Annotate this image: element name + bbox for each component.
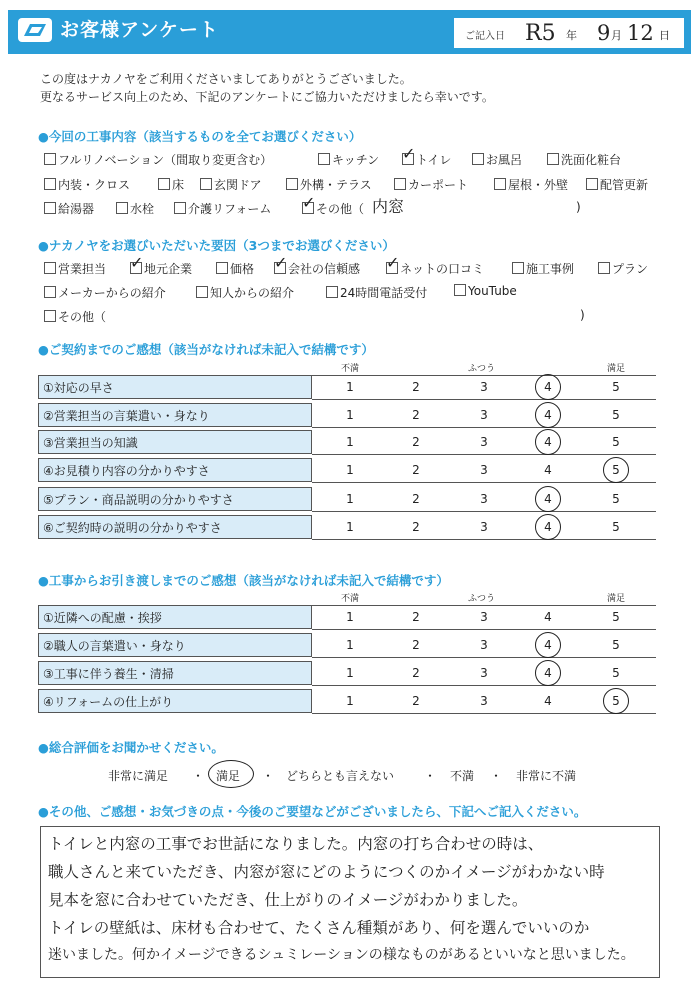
checkbox[interactable] bbox=[44, 202, 56, 214]
row-divider bbox=[312, 657, 656, 658]
q1-option[interactable]: 外構・テラス bbox=[286, 176, 372, 193]
overall-option[interactable]: どちらとも言えない bbox=[286, 769, 395, 783]
rating-option[interactable]: 1 bbox=[346, 520, 354, 534]
row-divider bbox=[312, 605, 656, 606]
rating-option[interactable]: 1 bbox=[346, 492, 354, 506]
rating-item-label: ⑤プラン・商品説明の分かりやすさ bbox=[38, 487, 312, 511]
rating-option[interactable]: 4 bbox=[544, 694, 552, 708]
checkbox[interactable] bbox=[174, 202, 186, 214]
rating-item-label: ⑥ご契約時の説明の分かりやすさ bbox=[38, 515, 312, 539]
q1-option[interactable]: 配管更新 bbox=[586, 176, 648, 193]
checkbox[interactable] bbox=[44, 262, 56, 274]
row-divider bbox=[312, 427, 656, 428]
selection-circle bbox=[535, 514, 561, 540]
rating-option[interactable]: 4 bbox=[544, 408, 552, 422]
rating-option[interactable]: 4 bbox=[544, 638, 552, 652]
rating-option[interactable]: 2 bbox=[412, 610, 420, 624]
q2-option[interactable]: 施工事例 bbox=[512, 260, 574, 277]
rating-option[interactable]: 1 bbox=[346, 380, 354, 394]
rating-option[interactable]: 3 bbox=[480, 610, 488, 624]
rating-option[interactable]: 4 bbox=[544, 463, 552, 477]
checkbox[interactable] bbox=[512, 262, 524, 274]
q2-option[interactable]: 価格 bbox=[216, 260, 254, 277]
checkbox[interactable] bbox=[158, 178, 170, 190]
q1-title: ●今回の工事内容（該当するものを全てお選びください） bbox=[38, 129, 362, 144]
q2-option[interactable]: その他（ bbox=[44, 308, 106, 325]
rating-item-label: ③営業担当の知識 bbox=[38, 430, 312, 454]
check-mark-icon: ✓ bbox=[274, 253, 288, 272]
rating-option[interactable]: 2 bbox=[412, 435, 420, 449]
q1-option[interactable]: 水栓 bbox=[116, 200, 154, 217]
q1-option[interactable]: 屋根・外壁 bbox=[494, 176, 568, 193]
overall-option[interactable]: 非常に不満 bbox=[516, 769, 577, 783]
comment-line: 迷いました。何かイメージできるシュミレーションの様なものがあるといいなと思いました。 bbox=[48, 947, 635, 963]
date-label: ご記入日 bbox=[465, 31, 505, 42]
date-era: R5 bbox=[525, 21, 556, 46]
checkbox[interactable] bbox=[454, 284, 466, 296]
scale-high: 満足 bbox=[607, 364, 626, 374]
row-divider bbox=[312, 539, 656, 540]
q1-other-text: 内窓 bbox=[372, 197, 405, 216]
rating-option[interactable]: 3 bbox=[480, 408, 488, 422]
rating-option[interactable]: 2 bbox=[412, 463, 420, 477]
q1-option[interactable]: お風呂 bbox=[472, 151, 522, 168]
close-paren: ) bbox=[576, 200, 581, 214]
q2-title: ●ナカノヤをお選びいただいた要因（3つまでお選びください） bbox=[38, 238, 395, 253]
rating-option[interactable]: 1 bbox=[346, 610, 354, 624]
rating-option[interactable]: 1 bbox=[346, 694, 354, 708]
rating-item-label: ④お見積り内容の分かりやすさ bbox=[38, 458, 312, 482]
selection-circle bbox=[535, 486, 561, 512]
rating-option[interactable]: 3 bbox=[480, 666, 488, 680]
rating-option[interactable]: 4 bbox=[544, 492, 552, 506]
date-day-unit: 日 bbox=[659, 29, 670, 42]
rating-option[interactable]: 2 bbox=[412, 666, 420, 680]
intro-line: 更なるサービス向上のため、下記のアンケートにご協力いただけましたら幸いです。 bbox=[40, 90, 494, 104]
rating-option[interactable]: 1 bbox=[346, 638, 354, 652]
check-mark-icon: ✓ bbox=[402, 144, 416, 163]
q2-option[interactable]: 営業担当 bbox=[44, 260, 106, 277]
selection-circle bbox=[535, 429, 561, 455]
rating-option[interactable]: 1 bbox=[346, 666, 354, 680]
q5-title: ●総合評価をお聞かせください。 bbox=[38, 740, 224, 755]
separator: ・ bbox=[490, 769, 503, 783]
scale-high: 満足 bbox=[607, 594, 626, 604]
checkbox[interactable] bbox=[598, 262, 610, 274]
q6-title: ●その他、ご感想・お気づきの点・今後のご要望などがございましたら、下記へご記入ください。 bbox=[38, 804, 587, 819]
rating-option[interactable]: 5 bbox=[612, 610, 620, 624]
rating-option[interactable]: 3 bbox=[480, 694, 488, 708]
q2-option[interactable]: 地元企業 bbox=[130, 260, 192, 277]
comment-line: 見本を窓に合わせていただき、仕上がりのイメージがわかりました。 bbox=[48, 891, 528, 909]
date-day: 12 bbox=[627, 21, 654, 45]
checkbox[interactable] bbox=[200, 178, 212, 190]
q1-option[interactable]: 玄関ドア bbox=[200, 176, 262, 193]
q1-option[interactable]: トイレ bbox=[402, 151, 451, 168]
rating-option[interactable]: 2 bbox=[412, 408, 420, 422]
row-divider bbox=[312, 482, 656, 483]
rating-item-label: ④リフォームの仕上がり bbox=[38, 689, 312, 713]
scale-mid: ふつう bbox=[468, 594, 496, 604]
rating-item-label: ③工事に伴う養生・清掃 bbox=[38, 661, 312, 685]
rating-option[interactable]: 3 bbox=[480, 638, 488, 652]
q1-option[interactable]: 床 bbox=[158, 176, 184, 193]
overall-option[interactable]: 満足 bbox=[216, 769, 241, 783]
overall-option[interactable]: 非常に満足 bbox=[108, 769, 169, 783]
rating-option[interactable]: 4 bbox=[544, 435, 552, 449]
date-month: 9 bbox=[597, 21, 611, 45]
q1-option[interactable]: キッチン bbox=[318, 151, 379, 168]
rating-option[interactable]: 3 bbox=[480, 380, 488, 394]
date-month-unit: 月 bbox=[611, 29, 622, 42]
date-year-unit: 年 bbox=[566, 29, 577, 42]
checkbox[interactable] bbox=[586, 178, 598, 190]
q4-title: ●工事からお引き渡しまでのご感想（該当がなければ未記入で結構です） bbox=[38, 573, 449, 588]
rating-item-label: ②職人の言葉遣い・身なり bbox=[38, 633, 312, 657]
page-title: お客様アンケート bbox=[60, 19, 219, 41]
selection-circle bbox=[535, 374, 561, 400]
q1-option[interactable]: カーポート bbox=[394, 176, 468, 193]
row-divider bbox=[312, 685, 656, 686]
q2-option[interactable]: YouTube bbox=[454, 284, 517, 298]
comment-line: 職人さんと来ていただき、内窓が窓にどのようにつくのかイメージがわかない時 bbox=[48, 863, 605, 881]
checkbox[interactable] bbox=[44, 178, 56, 190]
row-divider bbox=[312, 511, 656, 512]
rating-option[interactable]: 5 bbox=[612, 463, 620, 477]
rating-option[interactable]: 4 bbox=[544, 610, 552, 624]
q2-option[interactable]: 会社の信頼感 bbox=[274, 260, 360, 277]
rating-option[interactable]: 2 bbox=[412, 520, 420, 534]
check-mark-icon: ✓ bbox=[386, 253, 400, 272]
rating-option[interactable]: 4 bbox=[544, 380, 552, 394]
row-divider bbox=[312, 713, 656, 714]
rating-option[interactable]: 5 bbox=[612, 666, 620, 680]
row-divider bbox=[312, 454, 656, 455]
selection-circle bbox=[208, 760, 254, 788]
rating-option[interactable]: 2 bbox=[412, 694, 420, 708]
rating-option[interactable]: 3 bbox=[480, 492, 488, 506]
q2-option[interactable]: プラン bbox=[598, 260, 648, 277]
q1-option[interactable]: 洗面化粧台 bbox=[547, 151, 621, 168]
rating-option[interactable]: 5 bbox=[612, 380, 620, 394]
rating-option[interactable]: 1 bbox=[346, 408, 354, 422]
comment-line: トイレの壁紙は、床材も合わせて、たくさん種類があり、何を選んでいいのか bbox=[48, 919, 590, 937]
selection-circle bbox=[535, 402, 561, 428]
selection-circle bbox=[603, 688, 629, 714]
checkbox[interactable] bbox=[44, 286, 56, 298]
checkbox[interactable] bbox=[44, 153, 56, 165]
rating-option[interactable]: 2 bbox=[412, 492, 420, 506]
checkbox[interactable] bbox=[116, 202, 128, 214]
rating-option[interactable]: 2 bbox=[412, 638, 420, 652]
rating-option[interactable]: 5 bbox=[612, 520, 620, 534]
q1-option[interactable]: その他（ bbox=[302, 200, 364, 217]
checkbox[interactable] bbox=[494, 178, 506, 190]
rating-option[interactable]: 4 bbox=[544, 520, 552, 534]
scale-low: 不満 bbox=[341, 364, 360, 374]
rating-option[interactable]: 1 bbox=[346, 463, 354, 477]
q2-option[interactable]: ネットの口コミ bbox=[386, 260, 484, 277]
rating-option[interactable]: 5 bbox=[612, 408, 620, 422]
close-paren: ) bbox=[580, 308, 585, 322]
row-divider bbox=[312, 399, 656, 400]
rating-item-label: ②営業担当の言葉遣い・身なり bbox=[38, 403, 312, 427]
q2-option[interactable]: メーカーからの紹介 bbox=[44, 284, 166, 301]
comment-line: トイレと内窓の工事でお世話になりました。内窓の打ち合わせの時は、 bbox=[48, 835, 544, 853]
checkbox[interactable] bbox=[196, 286, 208, 298]
rating-option[interactable]: 3 bbox=[480, 520, 488, 534]
rating-option[interactable]: 5 bbox=[612, 492, 620, 506]
rating-option[interactable]: 2 bbox=[412, 380, 420, 394]
checkbox[interactable] bbox=[286, 178, 298, 190]
row-divider bbox=[312, 629, 656, 630]
overall-option[interactable]: 不満 bbox=[450, 769, 475, 783]
rating-option[interactable]: 5 bbox=[612, 694, 620, 708]
checkbox[interactable] bbox=[326, 286, 338, 298]
intro-line: この度はナカノヤをご利用くださいましてありがとうございました。 bbox=[40, 72, 412, 86]
row-divider bbox=[312, 375, 656, 376]
selection-circle bbox=[535, 660, 561, 686]
scale-mid: ふつう bbox=[468, 364, 496, 374]
rating-item-label: ①対応の早さ bbox=[38, 375, 312, 399]
checkbox[interactable] bbox=[394, 178, 406, 190]
separator: ・ bbox=[424, 769, 437, 783]
q1-option[interactable]: 給湯器 bbox=[44, 200, 94, 217]
checkbox[interactable] bbox=[318, 153, 330, 165]
scale-low: 不満 bbox=[341, 594, 360, 604]
q2-option[interactable]: 知人からの紹介 bbox=[196, 284, 294, 301]
checkbox[interactable] bbox=[472, 153, 484, 165]
rating-option[interactable]: 5 bbox=[612, 638, 620, 652]
q2-option[interactable]: 24時間電話受付 bbox=[326, 284, 427, 301]
check-mark-icon: ✓ bbox=[302, 193, 316, 212]
separator: ・ bbox=[262, 769, 275, 783]
company-logo bbox=[18, 18, 52, 42]
selection-circle bbox=[535, 632, 561, 658]
checkbox[interactable] bbox=[44, 310, 56, 322]
checkbox[interactable] bbox=[547, 153, 559, 165]
q1-option[interactable]: 介護リフォーム bbox=[174, 200, 271, 217]
rating-option[interactable]: 3 bbox=[480, 463, 488, 477]
selection-circle bbox=[603, 457, 629, 483]
separator: ・ bbox=[192, 769, 205, 783]
checkbox[interactable] bbox=[216, 262, 228, 274]
rating-option[interactable]: 5 bbox=[612, 435, 620, 449]
q1-option[interactable]: 内装・クロス bbox=[44, 176, 130, 193]
rating-option[interactable]: 3 bbox=[480, 435, 488, 449]
rating-option[interactable]: 1 bbox=[346, 435, 354, 449]
check-mark-icon: ✓ bbox=[130, 253, 144, 272]
rating-option[interactable]: 4 bbox=[544, 666, 552, 680]
q3-title: ●ご契約までのご感想（該当がなければ未記入で結構です） bbox=[38, 342, 374, 357]
q1-option[interactable]: フルリノベーション（間取り変更含む） bbox=[44, 151, 272, 168]
rating-item-label: ①近隣への配慮・挨拶 bbox=[38, 605, 312, 629]
